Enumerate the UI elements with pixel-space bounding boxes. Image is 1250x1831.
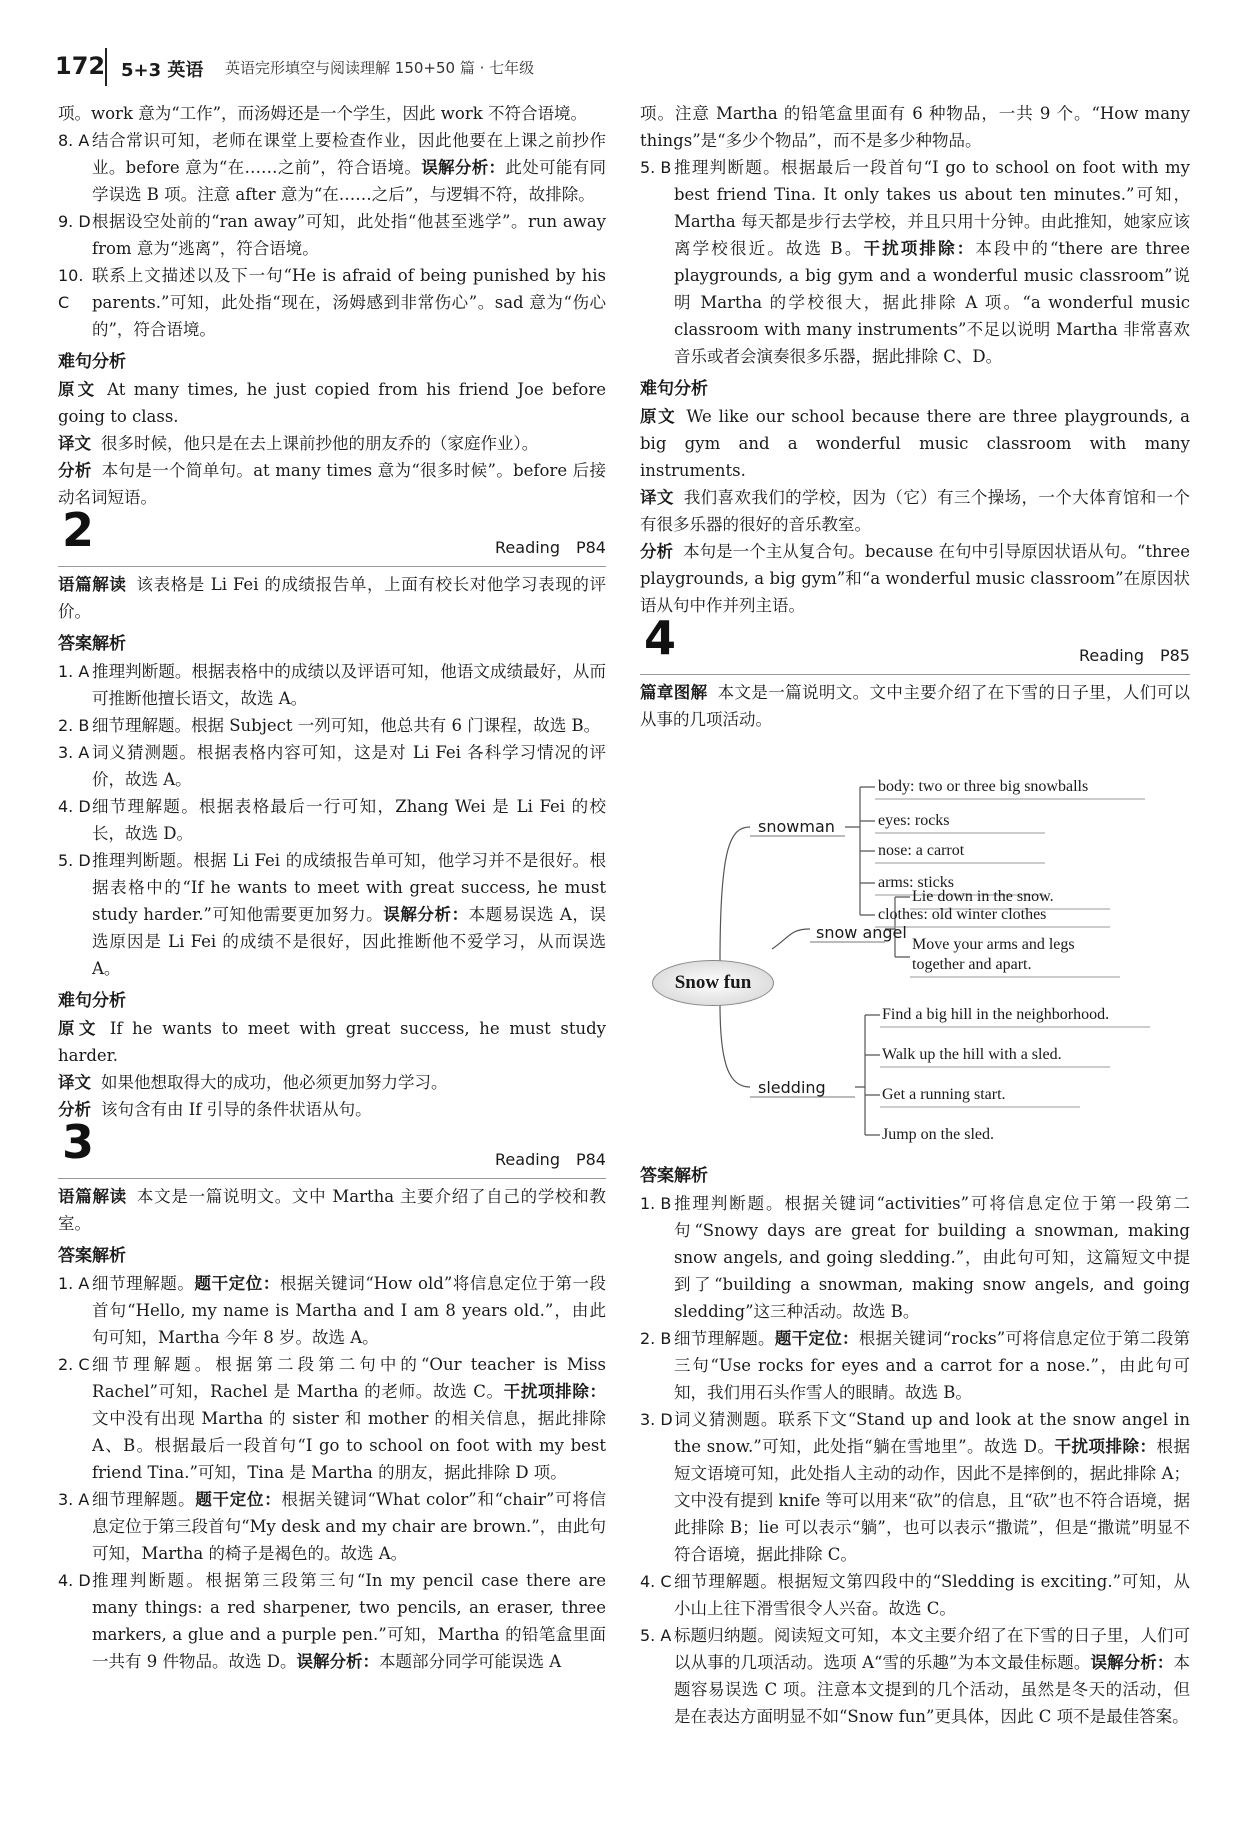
passage-intro: 语篇解读 该表格是 Li Fei 的成绩报告单，上面有校长对他学习表现的评价。 xyxy=(58,575,607,621)
series-title: 英语完形填空与阅读理解 150+50 篇 · 七年级 xyxy=(225,59,535,77)
answer-emphasis: 误解分析： xyxy=(296,1652,379,1671)
analysis-text: 我们喜欢我们的学校，因为（它）有三个操场，一个大体育馆和一个有很多乐器的很好的音乐教室。 xyxy=(640,488,1191,534)
answer-body-2: 本题易误选 A，误选原因是 Li Fei 的成绩不是很好，因此推断他不爱学习，从而误选 A。 xyxy=(92,905,606,978)
answer-body: 词义猜测题。根据表格内容可知，这是对 Li Fei 各科学习情况的评价，故选 A。 xyxy=(92,743,606,789)
answer-item xyxy=(640,1568,1190,1622)
answer-body-2: 本题容易误选 C 项。注意本文提到的几个活动，虽然是冬天的活动，但是在表达方面明显不如“Snow fun”更具体，因此 C 项不是最佳答案。 xyxy=(674,1653,1191,1726)
analysis-line xyxy=(640,538,1190,619)
answer-list xyxy=(58,1270,606,1675)
answer-item xyxy=(58,793,606,847)
analysis-label: 原文 xyxy=(58,380,98,399)
answer-number: 2. C xyxy=(58,1355,90,1374)
answer-body: 推理判断题。根据第三段第三句“In my pencil case there are many things: a red sharpener, two pencils, an eraser, three markers, a glue and a purple pen.”可知，Martha 的铅笔盒里面一共有 9 件物品。故选 D。 xyxy=(92,1571,606,1671)
section-heading: 答案解析 xyxy=(640,1166,708,1186)
section-number: 2 xyxy=(62,503,95,557)
section-3-header xyxy=(58,1115,606,1179)
answer-number: 4. C xyxy=(640,1572,672,1591)
answer-item xyxy=(640,1622,1190,1730)
answer-item xyxy=(58,658,606,712)
answer-body: 结合常识可知，老师在课堂上要检查作业，因此他要在上课之前抄作业。before 意为“在……之前”，符合语境。 xyxy=(92,131,606,177)
analysis-text: 本句是一个简单句。at many times 意为“很多时候”。before 后接动名词短语。 xyxy=(58,461,607,507)
answer-body-2: 根据关键词“rocks”可将信息定位于第二段第三句“Use rocks for eyes and a carrot for a nose.”，由此句可知，我们用石头作雪人的眼睛。故选 B。 xyxy=(674,1329,1191,1402)
answer-text xyxy=(674,1622,1190,1730)
answer-text xyxy=(674,1325,1190,1406)
leaf-sledding: Walk up the hill with a sled. xyxy=(882,1046,1062,1063)
answer-body: 联系上文描述以及下一句“He is afraid of being punished by his parents.”可知，此处指“现在，汤姆感到非常伤心”。sad 意为“伤心的”，符合语境。 xyxy=(92,266,606,339)
analysis-label: 译文 xyxy=(58,1073,91,1092)
answer-emphasis: 题干定位： xyxy=(195,1490,282,1509)
answer-body-2: 根据关键词“How old”将信息定位于第一段首句“Hello, my name is Martha and I am 8 years old.”，由此句可知，Martha 今年 8 岁。故选 A。 xyxy=(92,1274,607,1347)
passage-intro: 篇章图解 本文是一篇说明文。文中主要介绍了在下雪的日子里，人们可以从事的几项活动。 xyxy=(640,683,1191,729)
answer-number: 5. D xyxy=(58,851,91,870)
section-rule xyxy=(58,566,606,567)
answer-text xyxy=(92,739,606,793)
left-column xyxy=(58,100,606,1675)
section-4-header xyxy=(640,611,1190,675)
analysis-line xyxy=(58,1096,606,1123)
answer-list xyxy=(58,658,606,982)
section-heading: 难句分析 xyxy=(640,379,708,399)
answer-body-2: 本段中的“there are three playgrounds, a big gym and a wonderful music classroom”说明 Martha 的学校很大，据此排除 A 项。“a wonderful music classroom with many instruments”不足以说明 Martha 非常喜欢音乐或者会演奏很多乐器，据此排除 C、D。 xyxy=(674,239,1191,366)
leaf-sledding: Get a running start. xyxy=(882,1086,1006,1103)
answer-number: 9. D xyxy=(58,212,91,231)
answer-item xyxy=(58,1567,606,1675)
answer-body: 推理判断题。根据表格中的成绩以及评语可知，他语文成绩最好，从而可推断他擅长语文，故选 A。 xyxy=(92,662,606,708)
answer-emphasis: 干扰项排除： xyxy=(1054,1437,1157,1456)
section-heading: 答案解析 xyxy=(58,634,126,654)
section-rule xyxy=(640,674,1190,675)
answer-body: 细节理解题。根据 Subject 一列可知，他总共有 6 门课程，故选 B。 xyxy=(92,716,601,735)
analysis-line xyxy=(640,403,1190,484)
analysis-text: If he wants to meet with great success, he must study harder. xyxy=(58,1019,606,1065)
leaf-snow-angel: Move your arms and legs together and apart. xyxy=(912,936,1075,973)
analysis-label: 译文 xyxy=(640,488,674,507)
leaf-snowman: nose: a carrot xyxy=(878,842,965,859)
answer-item xyxy=(58,1486,606,1567)
answer-body: 细节理解题。根据第二段第二句中的“Our teacher is Miss Rachel”可知，Rachel 是 Martha 的老师。故选 C。 xyxy=(92,1355,606,1401)
section-reference: Reading P84 xyxy=(495,1150,606,1169)
answer-body-2: 文中没有出现 Martha 的 sister 和 mother 的相关信息，据此排除 A、B。根据最后一段首句“I go to school on foot with my best friend Tina.”可知，Tina 是 Martha 的朋友，据此排除 D 项。 xyxy=(92,1409,606,1482)
analysis-text: 如果他想取得大的成功，他必须更加努力学习。 xyxy=(101,1073,448,1092)
answer-body: 推理判断题。根据关键词“activities”可将信息定位于第一段第二句“Snowy days are great for building a snowman, making snow angels, and going sledding.”，由此句可知，这篇短文中提到了“building a snowman, making snow angels, and going sledding”这三种活动。故选 B。 xyxy=(674,1194,1190,1321)
answer-body-2: 本题部分同学可能误选 A xyxy=(378,1652,562,1671)
answer-text xyxy=(92,208,606,262)
page-header xyxy=(55,48,1195,88)
mind-map xyxy=(640,737,1190,1143)
brand-logo: 5+3 英语 xyxy=(121,60,204,81)
answer-number: 3. A xyxy=(58,743,90,762)
answer-text xyxy=(92,262,606,343)
analysis-line xyxy=(58,1015,606,1069)
analysis-text: At many times, he just copied from his friend Joe before going to class. xyxy=(58,380,606,426)
answer-number: 1. A xyxy=(58,662,90,681)
analysis-text: 该句含有由 If 引导的条件状语从句。 xyxy=(101,1100,372,1119)
section-reference: Reading P85 xyxy=(1079,646,1190,665)
answer-list xyxy=(640,154,1190,370)
answer-body: 细节理解题。 xyxy=(674,1329,775,1348)
analysis-label: 原文 xyxy=(58,1019,100,1038)
answer-body: 标题归纳题。阅读短文可知，本文主要介绍了在下雪的日子里，人们可以从事的几项活动。选项 A“雪的乐趣”为本文最佳标题。 xyxy=(674,1626,1190,1672)
answer-number: 1. A xyxy=(58,1274,90,1293)
passage-intro: 语篇解读 本文是一篇说明文。文中 Martha 主要介绍了自己的学校和教室。 xyxy=(58,1187,606,1233)
leaf-snowman: arms: sticks xyxy=(878,874,954,891)
answer-text xyxy=(92,1351,606,1486)
answer-item xyxy=(640,154,1190,370)
answer-emphasis: 题干定位： xyxy=(194,1274,280,1293)
section-number: 3 xyxy=(62,1115,95,1169)
answer-number: 3. D xyxy=(640,1410,673,1429)
analysis-label: 译文 xyxy=(58,434,91,453)
analysis-line xyxy=(58,376,606,430)
answer-number: 2. B xyxy=(640,1329,672,1348)
answer-item xyxy=(58,712,606,739)
answer-body: 推理判断题。根据最后一段首句“I go to school on foot with my best friend Tina. It only takes us about ten minutes.”可知，Martha 每天都是步行去学校，并且只用十分钟。由此推知，她家应该离学校很近。故选 B。 xyxy=(674,158,1190,258)
sentence-analysis xyxy=(58,1015,606,1123)
answer-item xyxy=(58,127,606,208)
answer-item xyxy=(58,1351,606,1486)
answer-item xyxy=(640,1190,1190,1325)
analysis-line xyxy=(58,1069,606,1096)
analysis-label: 分析 xyxy=(58,461,92,480)
answer-item xyxy=(58,847,606,982)
answer-emphasis: 干扰项排除： xyxy=(863,239,976,258)
answer-body: 细节理解题。根据表格最后一行可知，Zhang Wei 是 Li Fei 的校长，故选 D。 xyxy=(92,797,606,843)
right-column xyxy=(640,100,1190,1730)
answer-item xyxy=(58,1270,606,1351)
answer-number: 8. A xyxy=(58,131,90,150)
answer-item xyxy=(640,1325,1190,1406)
section-heading: 答案解析 xyxy=(58,1246,126,1266)
answer-text xyxy=(674,1568,1190,1622)
answer-list xyxy=(58,127,606,343)
answer-emphasis: 干扰项排除： xyxy=(503,1382,606,1401)
analysis-line xyxy=(58,457,606,511)
answer-item xyxy=(58,208,606,262)
answer-number: 2. B xyxy=(58,716,90,735)
leaf-snowman: eyes: rocks xyxy=(878,812,950,829)
answer-body: 推理判断题。根据 Li Fei 的成绩报告单可知，他学习并不是很好。根据表格中的“If he wants to meet with great success, he must study harder.”可知他需要更加努力。 xyxy=(92,851,606,924)
sentence-analysis xyxy=(640,403,1190,619)
answer-emphasis: 误解分析： xyxy=(1090,1653,1174,1672)
answer-body: 细节理解题。根据短文第四段中的“Sledding is exciting.”可知，从小山上往下滑雪很令人兴奋。故选 C。 xyxy=(674,1572,1190,1618)
continuation-para: 项。work 意为“工作”，而汤姆还是一个学生，因此 work 不符合语境。 xyxy=(58,104,587,123)
answer-text xyxy=(92,658,606,712)
answer-body: 词义猜测题。联系下文“Stand up and look at the snow angel in the snow.”可知，此处指“躺在雪地里”。故选 D。 xyxy=(674,1410,1190,1456)
analysis-text: We like our school because there are three playgrounds, a big gym and a wonderful music classroom with many instruments. xyxy=(640,407,1191,480)
branch-snow-angel: snow angel xyxy=(816,923,907,942)
answer-text xyxy=(92,1486,606,1567)
leaf-snowman: body: two or three big snowballs xyxy=(878,778,1089,795)
branch-sledding: sledding xyxy=(758,1078,826,1097)
answer-body-2: 根据关键词“What color”和“chair”可将信息定位于第三段首句“My desk and my chair are brown.”，由此句可知，Martha 的椅子是褐色的。故选 A。 xyxy=(92,1490,606,1563)
section-heading: 难句分析 xyxy=(58,991,126,1011)
answer-text xyxy=(674,1190,1190,1325)
answer-emphasis: 误解分析： xyxy=(383,905,469,924)
leaf-sledding: Find a big hill in the neighborhood. xyxy=(882,1006,1110,1023)
header-divider xyxy=(105,48,107,86)
answer-text xyxy=(674,1406,1190,1568)
answer-text xyxy=(92,847,606,982)
section-heading: 难句分析 xyxy=(58,352,126,372)
analysis-line xyxy=(640,484,1190,538)
analysis-text: 很多时候，他只是在去上课前抄他的朋友乔的（家庭作业）。 xyxy=(101,434,539,453)
section-2-header xyxy=(58,503,606,567)
analysis-line xyxy=(58,430,606,457)
answer-emphasis: 题干定位： xyxy=(774,1329,859,1348)
leaf-snow-angel: Lie down in the snow. xyxy=(912,888,1054,905)
section-number: 4 xyxy=(644,611,677,665)
answer-body: 根据设空处前的“ran away”可知，此处指“他甚至逃学”。run away from 意为“逃离”，符合语境。 xyxy=(92,212,606,258)
answer-text xyxy=(92,1270,606,1351)
answer-text xyxy=(92,1567,606,1675)
leaf-sledding: Jump on the sled. xyxy=(882,1126,994,1143)
analysis-label: 分析 xyxy=(640,542,674,561)
mind-map-hub: Snow fun xyxy=(652,960,774,1006)
answer-list xyxy=(640,1190,1190,1730)
answer-emphasis: 误解分析： xyxy=(421,158,506,177)
answer-text xyxy=(92,127,606,208)
answer-number: 1. B xyxy=(640,1194,672,1213)
analysis-label: 分析 xyxy=(58,1100,91,1119)
answer-body-2: 根据短文语境可知，此处指人主动的动作，因此不是摔倒的，据此排除 A；文中没有提到 knife 等可以用来“砍”的信息，且“砍”也不符合语境，据此排除 B；lie 可以表示“躺”，也可以表示“撒谎”，但是“撒谎”明显不符合语境，据此排除 C。 xyxy=(674,1437,1190,1564)
answer-item xyxy=(58,739,606,793)
leaf-snowman: clothes: old winter clothes xyxy=(878,906,1047,923)
analysis-label: 原文 xyxy=(640,407,677,426)
continuation-para: 项。注意 Martha 的铅笔盒里面有 6 种物品，一共 9 个。“How many things”是“多少个物品”，而不是多少种物品。 xyxy=(640,104,1190,150)
answer-body: 细节理解题。 xyxy=(92,1274,195,1293)
page-number: 172 xyxy=(55,52,106,80)
analysis-text: 本句是一个主从复合句。because 在句中引导原因状语从句。“three playgrounds, a big gym”和“a wonderful music classroom”在原因状语从句中作并列主语。 xyxy=(640,542,1191,615)
answer-body: 细节理解题。 xyxy=(92,1490,196,1509)
answer-number: 4. D xyxy=(58,797,91,816)
answer-text xyxy=(674,154,1190,370)
answer-text xyxy=(92,793,606,847)
section-rule xyxy=(58,1178,606,1179)
answer-item xyxy=(640,1406,1190,1568)
answer-number: 3. A xyxy=(58,1490,90,1509)
answer-number: 5. B xyxy=(640,158,672,177)
branch-snowman: snowman xyxy=(758,817,835,836)
answer-number: 10. C xyxy=(58,266,84,312)
answer-number: 5. A xyxy=(640,1626,672,1645)
section-reference: Reading P84 xyxy=(495,538,606,557)
sentence-analysis xyxy=(58,376,606,511)
answer-item xyxy=(58,262,606,343)
answer-body-2: 此处可能有同学误选 B 项。注意 after 意为“在……之后”，与逻辑不符，故排除。 xyxy=(92,158,606,204)
answer-text xyxy=(92,712,606,739)
answer-number: 4. D xyxy=(58,1571,91,1590)
